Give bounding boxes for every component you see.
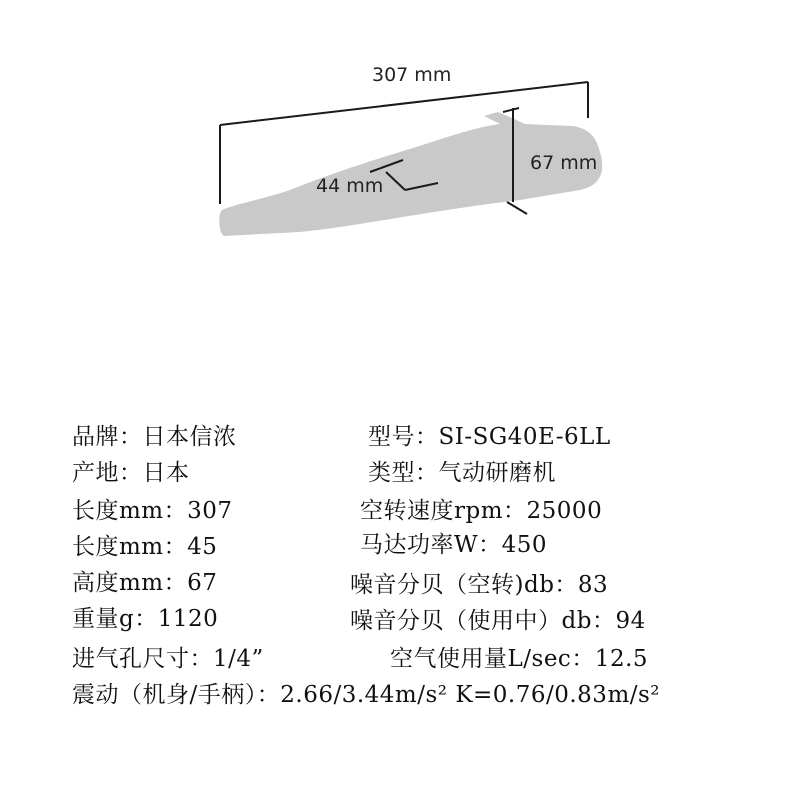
spec-value: 1120 [157, 606, 219, 632]
spec-value: 45 [187, 534, 218, 560]
width-dimension-label: 44 mm [316, 175, 384, 197]
tool-dimension-diagram [0, 0, 800, 360]
spec-value: 12.5 [594, 646, 649, 672]
spec-value: 日本信浓 [142, 424, 237, 450]
length-dimension-label: 307 mm [372, 64, 452, 86]
spec-value: 450 [501, 532, 548, 558]
spec-label: 空转速度rpm： [360, 498, 527, 524]
spec-weight [72, 600, 218, 633]
spec-label: 进气孔尺寸： [72, 646, 213, 672]
spec-label: 产地： [72, 460, 143, 486]
spec-value: 83 [577, 572, 609, 598]
spec-type [368, 454, 556, 487]
spec-value: 气动研磨机 [438, 460, 556, 486]
spec-origin [72, 454, 190, 487]
spec-brand [72, 418, 237, 451]
spec-label: 重量g： [72, 606, 158, 632]
spec-value: 1/4” [213, 646, 264, 672]
grinder-silhouette [219, 112, 602, 236]
spec-label: 品牌： [72, 424, 143, 450]
spec-model [368, 418, 611, 451]
spec-value: 25000 [526, 498, 603, 524]
spec-label: 长度mm： [72, 498, 188, 524]
spec-width [72, 528, 217, 561]
grinder-illustration [0, 0, 800, 360]
spec-label: 型号： [368, 424, 439, 450]
spec-noise-idle [350, 566, 608, 599]
spec-value: 2.66/3.44m/s² K=0.76/0.83m/s² [280, 682, 661, 708]
spec-label: 马达功率W： [360, 532, 502, 558]
spec-value: 日本 [142, 460, 190, 486]
spec-vibration [72, 676, 660, 709]
spec-motor-power [360, 526, 547, 559]
spec-label: 长度mm： [72, 534, 188, 560]
spec-value: SI-SG40E-6LL [438, 424, 611, 450]
spec-label: 空气使用量L/sec： [390, 646, 595, 672]
spec-noise-in-use [350, 602, 646, 635]
spec-length [72, 492, 233, 525]
spec-height [72, 564, 217, 597]
height-dimension-label: 67 mm [530, 152, 598, 174]
spec-air-inlet-size [72, 640, 264, 673]
spec-value: 94 [615, 608, 646, 634]
spec-label: 类型： [368, 460, 439, 486]
spec-value: 67 [187, 570, 218, 596]
spec-idle-speed [360, 492, 602, 525]
spec-label: 高度mm： [72, 570, 188, 596]
spec-air-consumption [390, 640, 648, 673]
spec-value: 307 [187, 498, 233, 524]
length-dimension-line [220, 82, 588, 125]
height-top-tick [503, 108, 519, 112]
spec-label: 震动（机身/手柄）： [72, 682, 281, 708]
spec-label: 噪音分贝（空转)db： [350, 572, 578, 598]
height-bottom-tick [507, 202, 527, 214]
spec-label: 噪音分贝（使用中）db： [350, 608, 616, 634]
